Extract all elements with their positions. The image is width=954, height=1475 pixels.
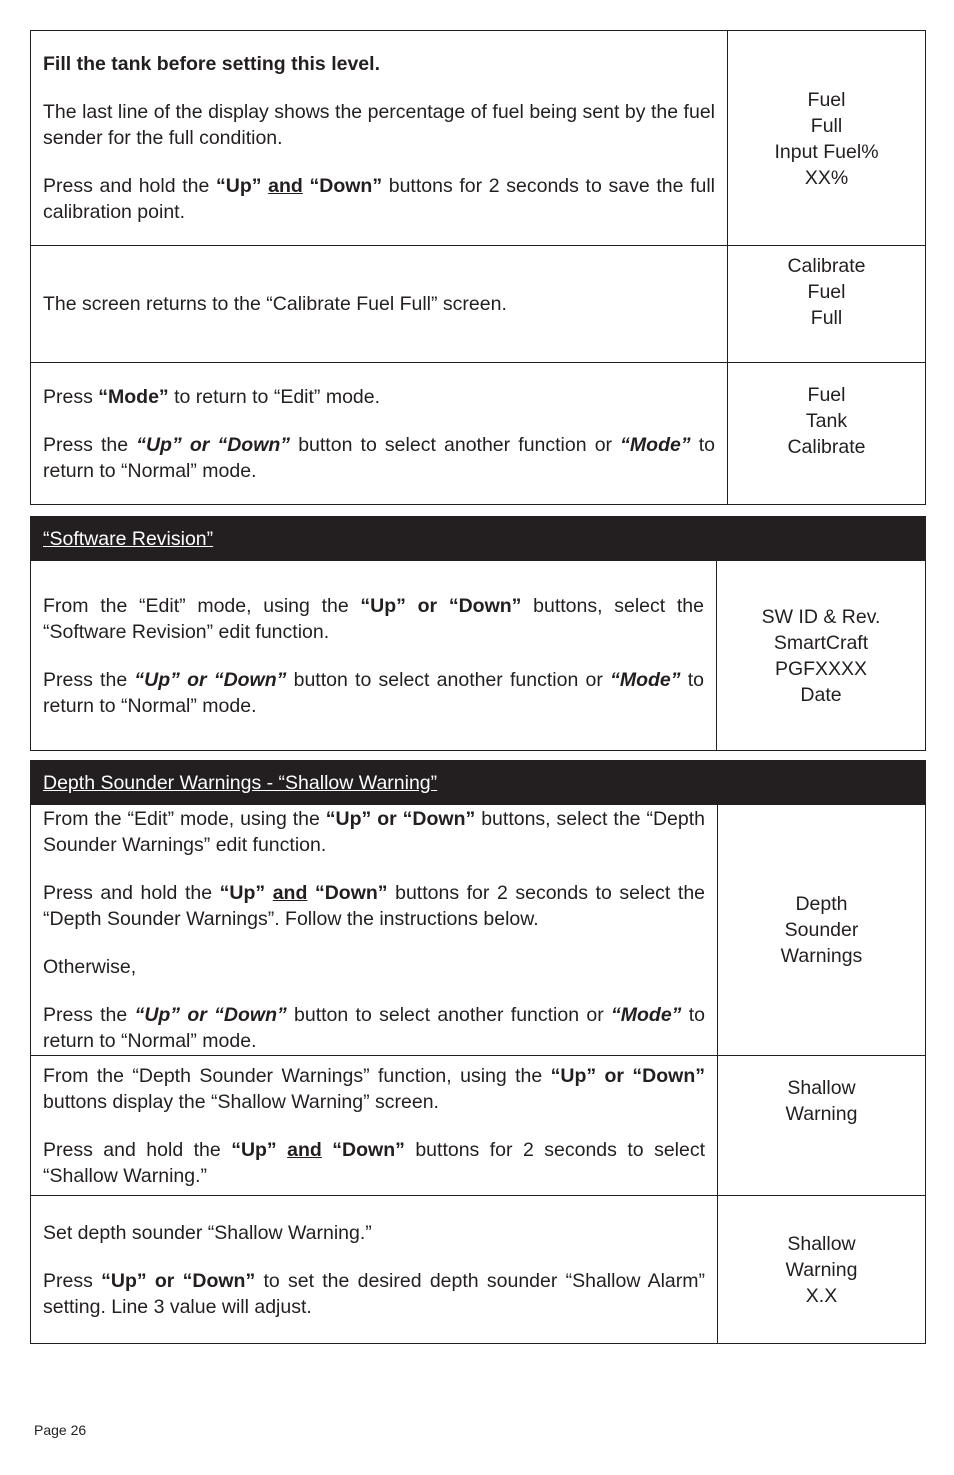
display-cell: Fuel Full Input Fuel% XX% [728, 31, 926, 246]
display-cell: Fuel Tank Calibrate [728, 363, 926, 505]
press-hold-instruction: Press and hold the “Up” and “Down” buttons for 2 seconds to select “Shallow Warning.” [43, 1138, 706, 1187]
depth-sounder-table [30, 760, 926, 1344]
display-cell: SW ID & Rev. SmartCraft PGFXXXX Date [717, 561, 926, 751]
save-instruction: Press and hold the “Up” and “Down” buttons for 2 seconds to save the full calibration point. [43, 175, 716, 223]
select-function-instruction: From the “Edit” mode, using the “Up” or “Down” buttons, select the “Depth Sounder Warnings” edit function. [43, 808, 706, 856]
instruction-cell [31, 1056, 718, 1196]
instruction-cell: The screen returns to the “Calibrate Fuel Full” screen. [31, 246, 728, 363]
section-header-row [31, 517, 926, 561]
table-row [31, 1056, 926, 1196]
select-instruction: Press the “Up” or “Down” button to select another function or “Mode” to return to “Normal” mode. [43, 433, 715, 482]
press-hold-instruction: Press and hold the “Up” and “Down” buttons for 2 seconds to select the “Depth Sounder Warnings”. Follow the instructions below. [43, 882, 706, 930]
instruction-cell [31, 363, 728, 505]
table-row [31, 31, 926, 246]
fill-warning: Fill the tank before setting this level. [43, 53, 380, 75]
instruction-cell [31, 805, 718, 1056]
table-row [31, 561, 926, 751]
instruction-cell [31, 31, 728, 246]
page-number: Page 26 [34, 1422, 87, 1438]
mode-instruction: Press “Mode” to return to “Edit” mode. [43, 385, 381, 408]
select-instruction: Press the “Up” or “Down” button to select another function or “Mode” to return to “Normal” mode. [43, 1004, 705, 1052]
display-cell: Depth Sounder Warnings [718, 805, 926, 1056]
software-revision-table [30, 516, 926, 751]
set-warning-text: Set depth sounder “Shallow Warning.” [43, 1221, 372, 1244]
display-cell: Shallow Warning [718, 1056, 926, 1196]
section-header-row [31, 761, 926, 805]
table-row [31, 1196, 926, 1344]
select-instruction: Press the “Up” or “Down” button to select another function or “Mode” to return to “Normal” mode. [43, 668, 704, 717]
instruction-cell [31, 1196, 718, 1344]
table-row [31, 363, 926, 505]
display-screen-instruction: From the “Depth Sounder Warnings” function, using the “Up” or “Down” buttons display the “Shallow Warning” screen. [43, 1064, 705, 1113]
table-row [31, 805, 926, 1056]
select-function-instruction: From the “Edit” mode, using the “Up” or “Down” buttons, select the “Software Revision” edit function. [43, 594, 705, 643]
fuel-calibration-table [30, 30, 926, 505]
display-cell: Shallow Warning X.X [718, 1196, 926, 1344]
display-cell: Calibrate Fuel Full [728, 246, 926, 363]
otherwise-text: Otherwise, [43, 956, 137, 978]
section-header: Depth Sounder Warnings - “Shallow Warning” [31, 761, 926, 805]
table-row [31, 246, 926, 363]
adjust-instruction: Press “Up” or “Down” to set the desired depth sounder “Shallow Alarm” setting. Line 3 value will adjust. [43, 1269, 705, 1318]
section-header: “Software Revision” [31, 517, 926, 561]
line-description: The last line of the display shows the percentage of fuel being sent by the fuel sender for the full condition. [43, 101, 715, 149]
instruction-cell [31, 561, 717, 751]
